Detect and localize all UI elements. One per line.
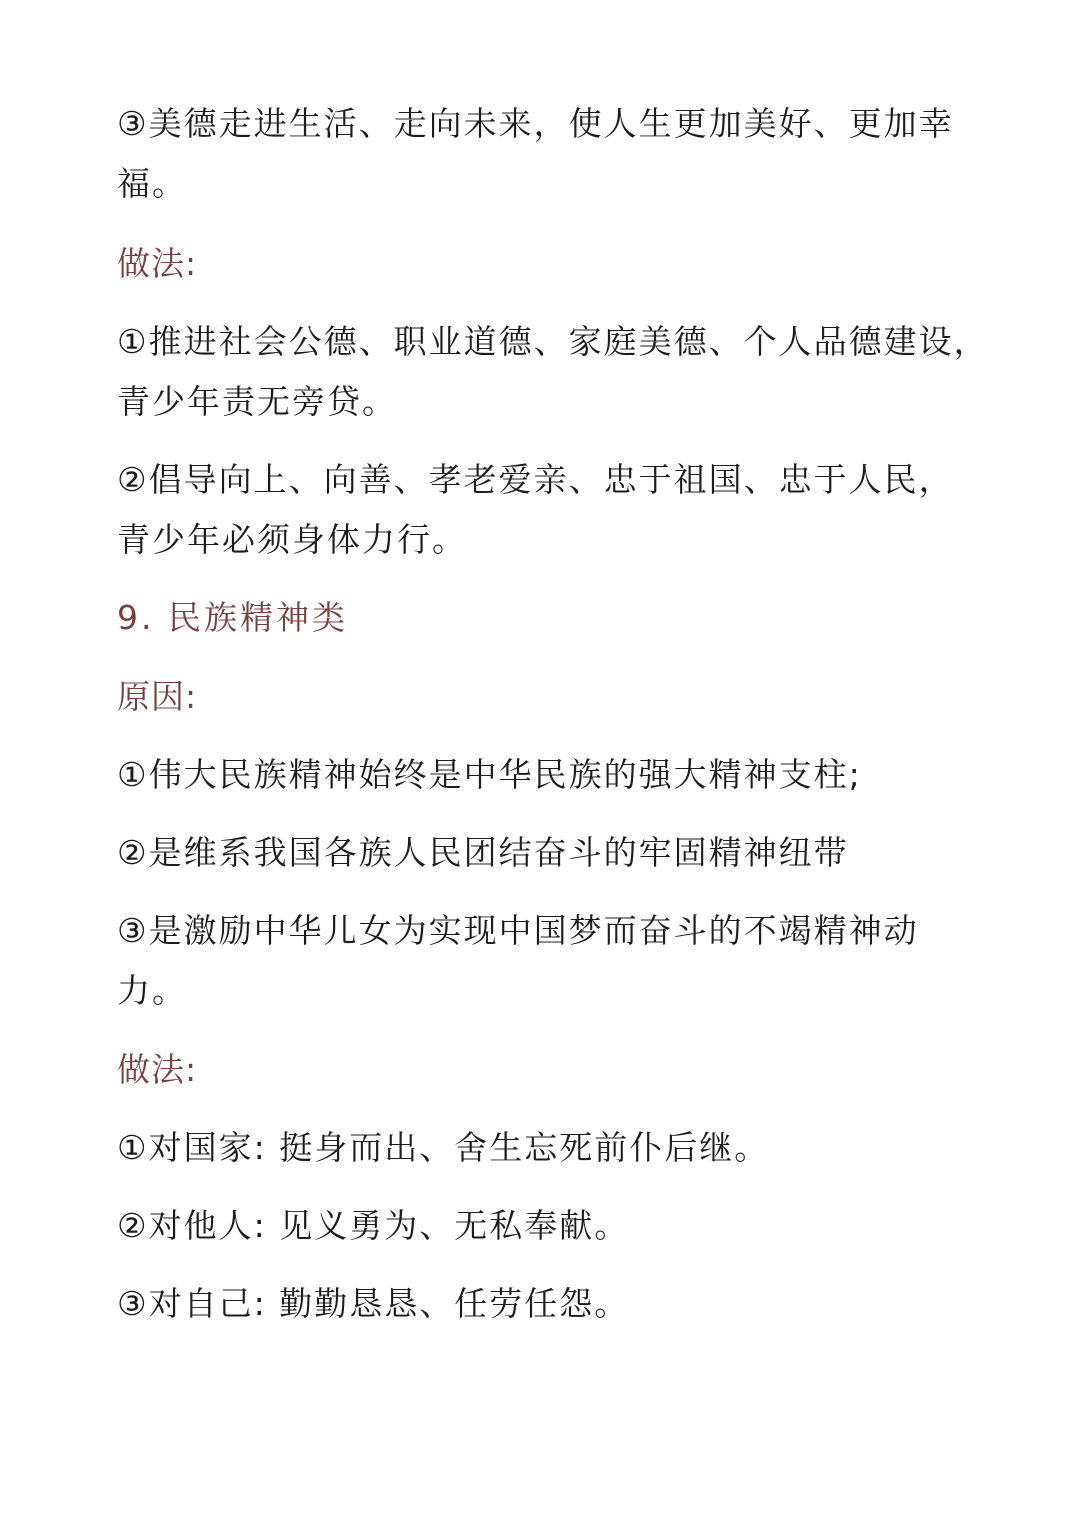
reason-point-3-line-2: 力。 [117, 971, 187, 1010]
virtue-point-3-line-2: 福。 [117, 164, 187, 203]
methods-label-2: 做法: [117, 1050, 198, 1089]
reason-point-1: ①伟大民族精神始终是中华民族的强大精神支柱; [117, 755, 862, 794]
virtue-point-3-line-1: ③美德走进生活、走向未来，使人生更加美好、更加幸 [117, 104, 954, 143]
method-point-2-line-2: 青少年必须身体力行。 [117, 520, 467, 559]
reasons-label: 原因: [117, 677, 198, 716]
method-point-1-line-2: 青少年责无旁贷。 [117, 382, 397, 421]
reason-point-2: ②是维系我国各族人民团结奋斗的牢固精神纽带 [117, 833, 849, 872]
section-heading-national-spirit: 9. 民族精神类 [117, 598, 348, 637]
method-point-2-line-1: ②倡导向上、向善、孝老爱亲、忠于祖国、忠于人民， [117, 460, 954, 499]
method-country: ①对国家: 挺身而出、舍生忘死前仆后继。 [117, 1128, 770, 1167]
method-self: ③对自己: 勤勤恳恳、任劳任怨。 [117, 1284, 630, 1323]
method-others: ②对他人: 见义勇为、无私奉献。 [117, 1206, 630, 1245]
reason-point-3-line-1: ③是激励中华儿女为实现中国梦而奋斗的不竭精神动 [117, 911, 919, 950]
methods-label: 做法: [117, 244, 198, 283]
method-point-1-line-1: ①推进社会公德、职业道德、家庭美德、个人品德建设， [117, 322, 989, 361]
